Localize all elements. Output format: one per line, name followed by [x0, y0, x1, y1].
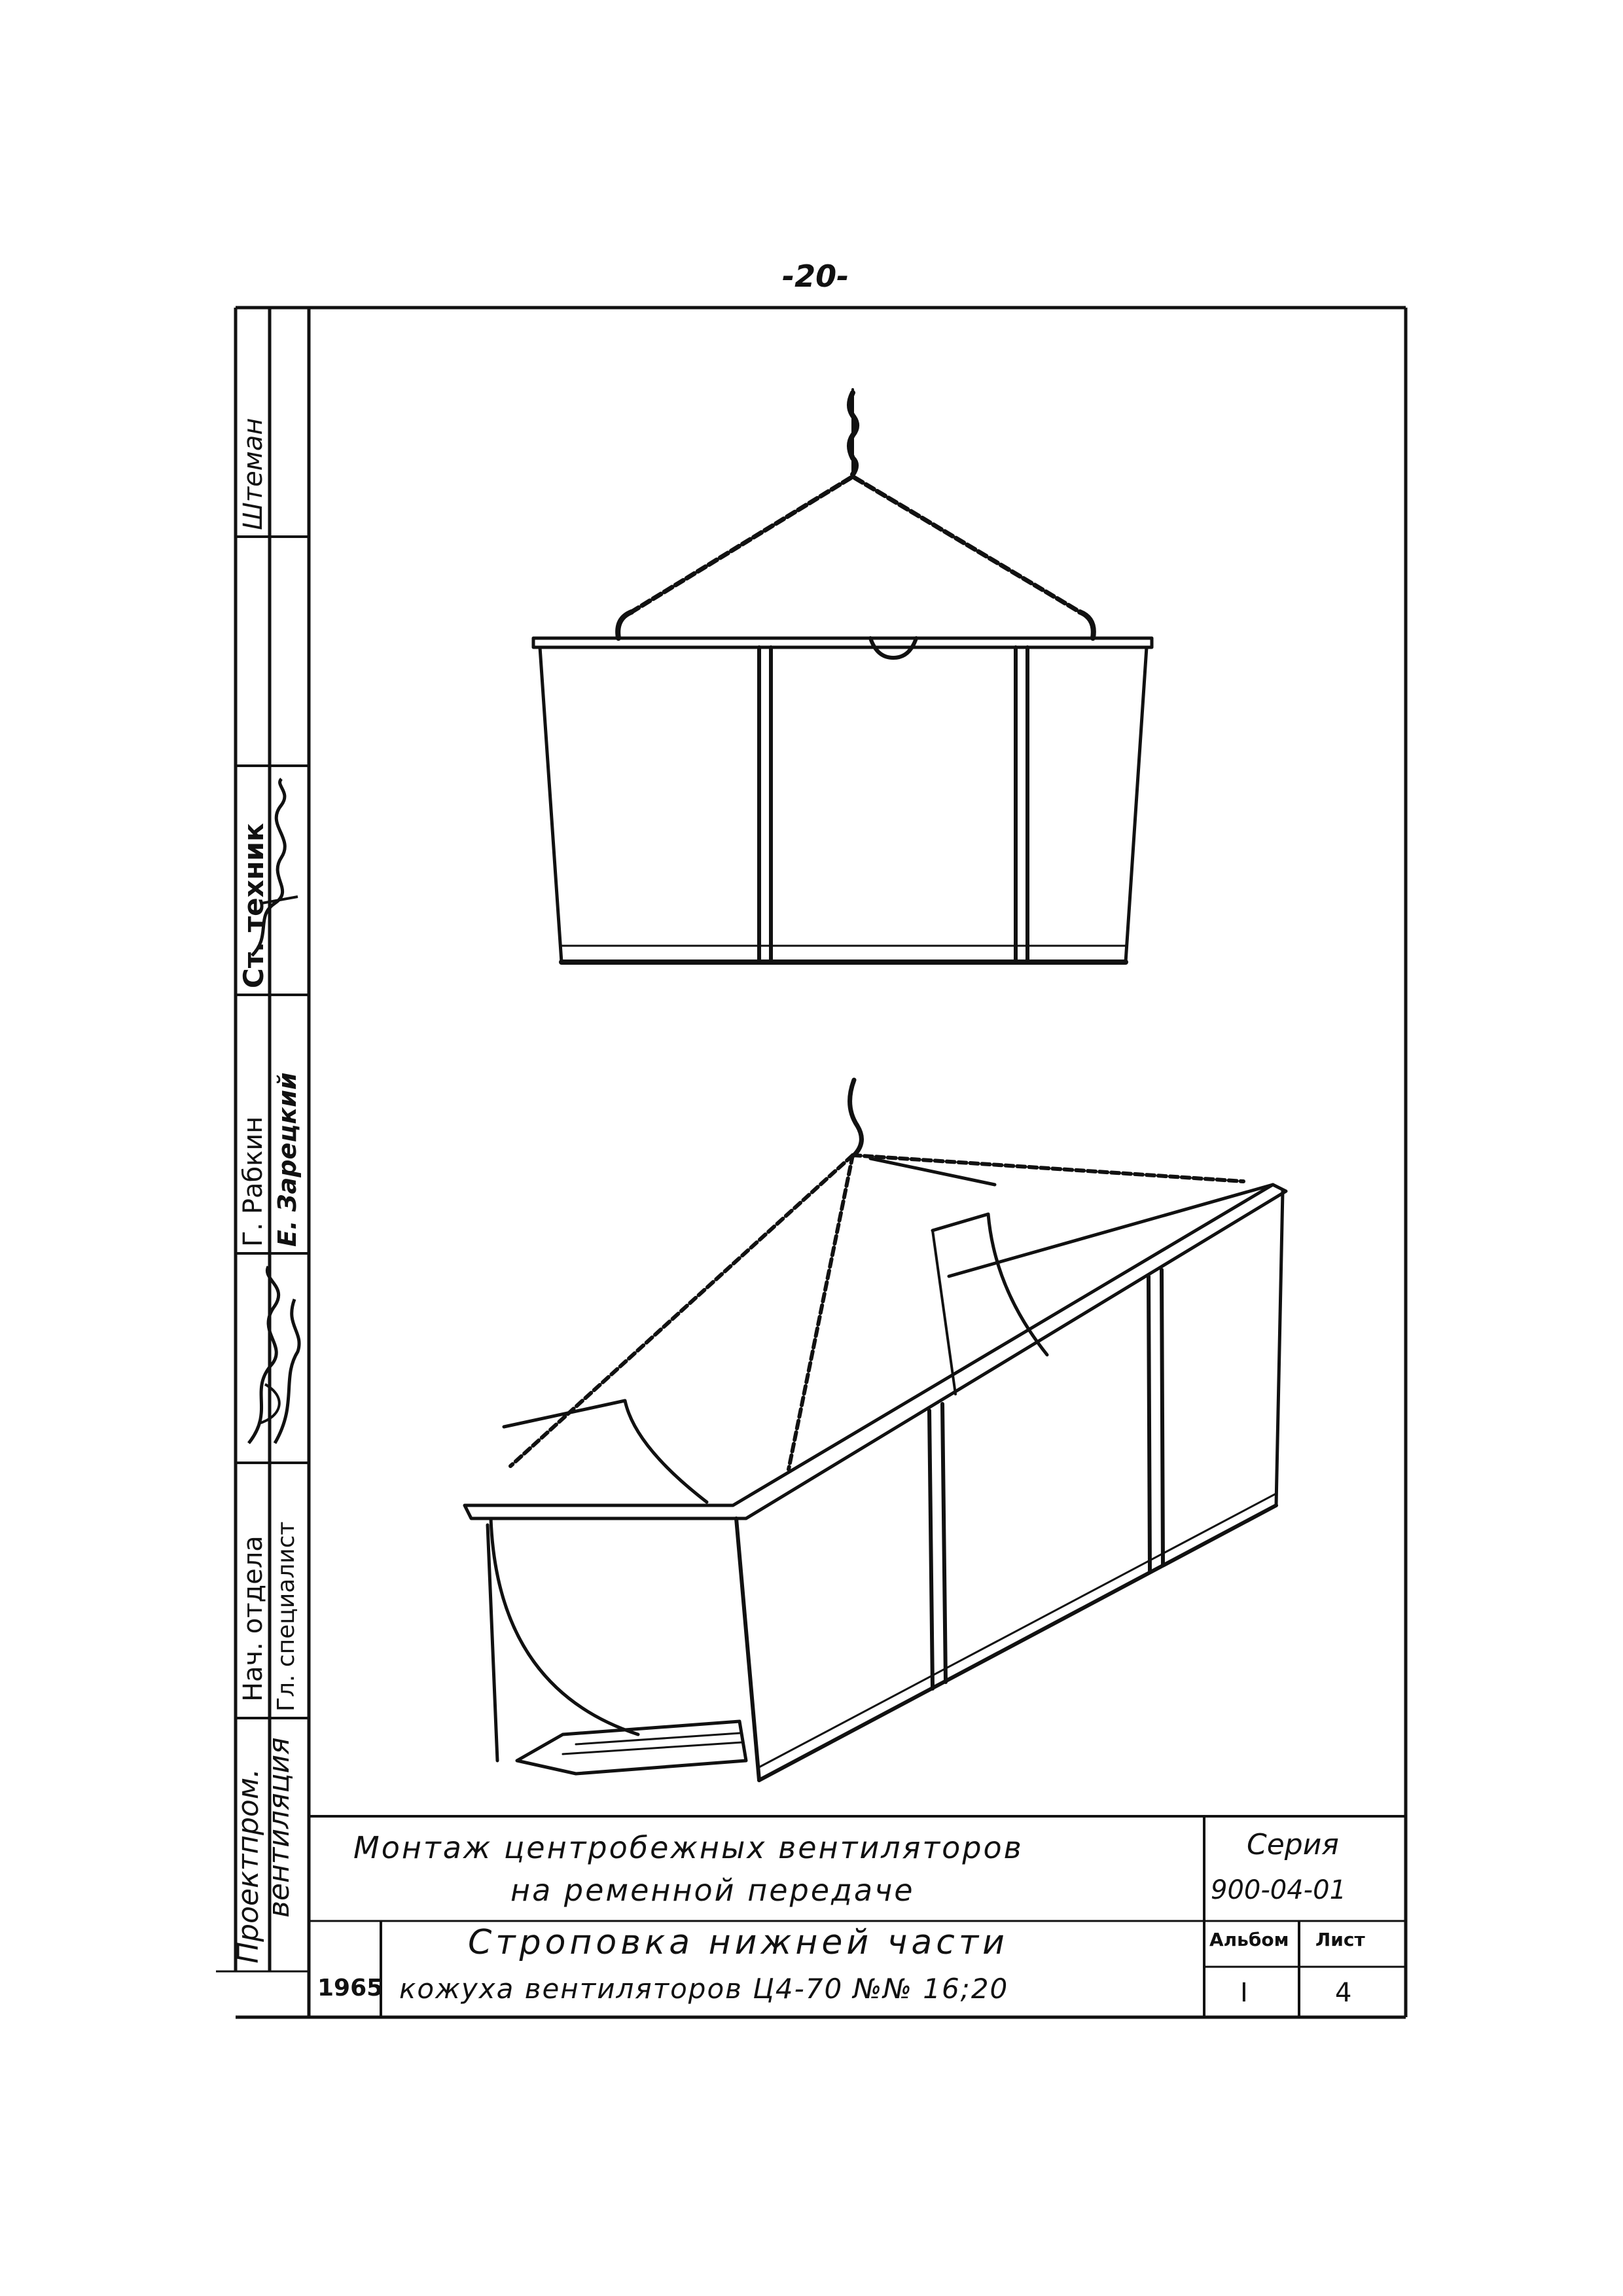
role-chief-specialist: Гл. специалист [273, 1521, 300, 1712]
signature-technician [236, 772, 309, 969]
sheet-frame [216, 308, 1406, 2017]
upper-box-drawing [533, 389, 1152, 962]
album-value: I [1240, 1978, 1248, 2008]
role-senior-technician: Ст. техник [238, 823, 270, 988]
lower-casing-drawing [465, 1080, 1286, 1780]
series-label: Серия [1247, 1828, 1339, 1861]
organization-line-1: Проектпром. [232, 1768, 265, 1964]
name-rabkin: Г. Рабкин [238, 1116, 268, 1247]
sheet-value: 4 [1335, 1978, 1352, 2008]
organization-line-2: вентиляция [262, 1737, 296, 1918]
role-head-of-department: Нач. отдела [238, 1535, 268, 1702]
name-zaretsky: Е. Зарецкий [273, 1072, 302, 1247]
sheet-label: Лист [1315, 1929, 1365, 1950]
page-number: -20- [782, 259, 849, 294]
year: 1965 [317, 1975, 383, 2001]
album-label: Альбом [1209, 1929, 1289, 1950]
title-line-2: на ременной передаче [510, 1873, 915, 1908]
sheet-title-line-2: кожуха вентиляторов Ц4-70 №№ 16;20 [399, 1973, 1009, 2005]
series-value: 900-04-01 [1211, 1875, 1347, 1905]
sheet-title-line-1: Строповка нижней части [468, 1923, 1008, 1962]
signature-rabkin [236, 1260, 309, 1456]
name-shteman: Штеман [238, 418, 268, 530]
title-line-1: Монтаж центробежных вентиляторов [353, 1830, 1024, 1865]
